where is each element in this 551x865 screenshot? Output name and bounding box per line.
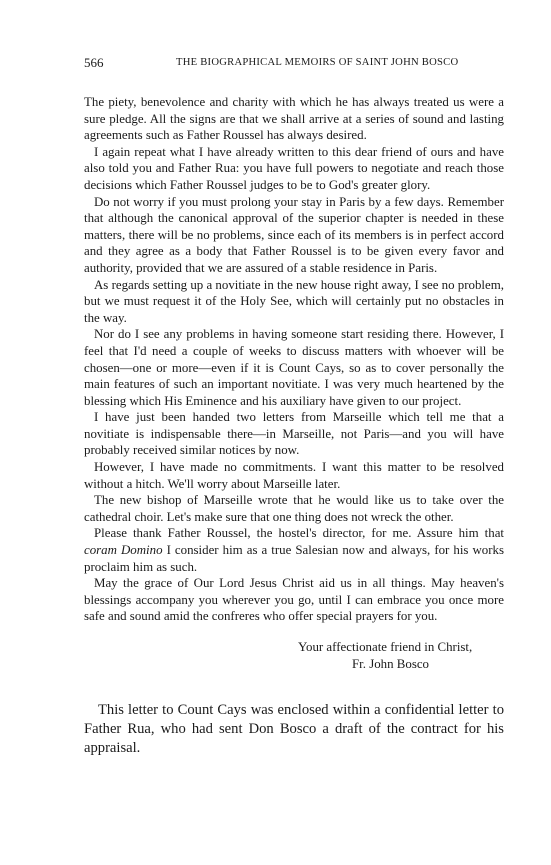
- editorial-note: [84, 701, 504, 758]
- letter-paragraph: May the grace of Our Lord Jesus Christ aid us in all things. May heaven's blessings accompany you wherever you go, until I can embrace you once more safe and sound amid the confreres who offer special prayers for you.: [84, 576, 504, 624]
- signoff: [84, 639, 504, 673]
- letter-body: [84, 94, 504, 758]
- running-title: THE BIOGRAPHICAL MEMOIRS OF SAINT JOHN BOSCO: [176, 57, 459, 68]
- letter-paragraph: The piety, benevolence and charity with which he has always treated us were a sure pledge. All the signs are that we shall arrive at a series of sound and lasting agreements such as Father Roussel has always desired.: [84, 95, 504, 143]
- letter-paragraph: However, I have made no commitments. I want this matter to be resolved without a hitch. We'll worry about Marseille later.: [84, 460, 504, 491]
- letter-closing: Your affectionate friend in Christ,: [298, 640, 473, 654]
- letter-paragraph: As regards setting up a novitiate in the new house right away, I see no problem, but we must request it of the Holy See, which will certainly put no obstacles in the way.: [84, 277, 504, 325]
- page-number: 566: [84, 55, 104, 70]
- editorial-note-text: This letter to Count Cays was enclosed within a confidential letter to Father Rua, who had sent Don Bosco a draft of the contract for his appraisal.: [84, 702, 504, 756]
- letter-paragraph: Do not worry if you must prolong your stay in Paris by a few days. Remember that although the canonical approval of the superior chapter is needed in these matters, there will be no problems, since each of its members is in perfect accord and they agree as a body that Father Roussel is to be given every favor and authority, provided that we are assured of a stable residence in Paris.: [84, 194, 504, 275]
- letter-paragraph-thanks: [84, 525, 504, 575]
- running-head: [84, 54, 504, 72]
- letter-signature: Fr. John Bosco: [352, 657, 429, 671]
- latin-phrase: coram Domino: [84, 543, 163, 558]
- thanks-text-end: I consider him as a true Salesian now and always, for his works proclaim him as such.: [84, 543, 504, 574]
- letter-paragraph: Nor do I see any problems in having someone start residing there. However, I feel that I'd need a couple of weeks to discuss matters with whoever will be chosen—one or more—even if it is Count Cays, so as to cover personally the main features of such an important novitiate. I was very much heartened by the blessing which His Eminence and his auxiliary have given to our project.: [84, 327, 504, 408]
- letter-paragraph: I have just been handed two letters from Marseille which tell me that a novitiate is indispensable there—in Marseille, not Paris—and you will have probably received similar notices by now.: [84, 410, 504, 458]
- letter-paragraph: I again repeat what I have already written to this dear friend of ours and have also told you and Father Rua: you have full powers to negotiate and reach those decisions which Father Roussel judges to be to God's greater glory.: [84, 144, 504, 192]
- thanks-text-start: Please thank Father Roussel, the hostel's director, for me. Assure him that: [94, 526, 504, 541]
- letter-paragraph: The new bishop of Marseille wrote that he would like us to take over the cathedral choir. Let's make sure that one thing does not wreck the other.: [84, 493, 504, 524]
